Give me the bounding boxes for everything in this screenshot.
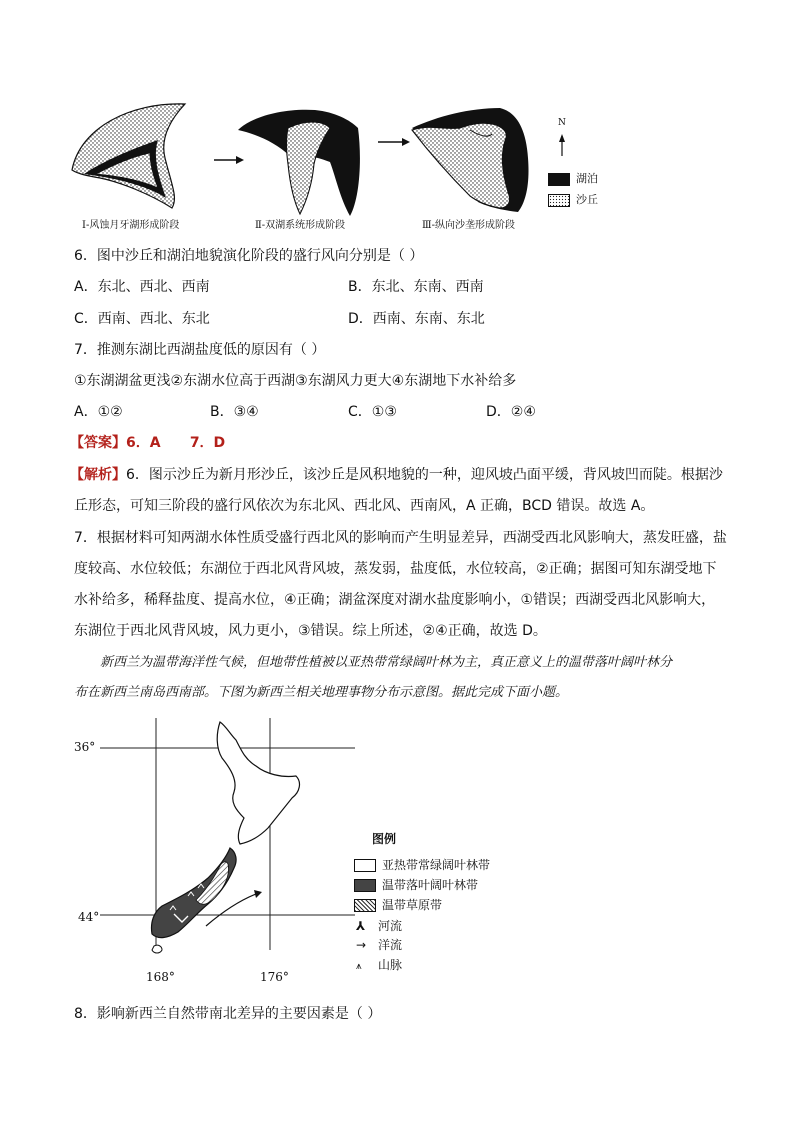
analysis-line-1 bbox=[70, 465, 723, 485]
q7-statements: ①东湖湖盆更浅②东湖水位高于西湖③东湖风力更大④东湖地下水补给多 bbox=[74, 373, 517, 389]
answer-label: 【答案】 bbox=[70, 435, 126, 451]
passage-line-2: 布在新西兰南岛西南部。下图为新西兰相关地理事物分布示意图。据此完成下面小题。 bbox=[74, 685, 569, 700]
map-legend-mountain bbox=[356, 956, 402, 973]
lake-swatch bbox=[548, 173, 570, 186]
deciduous-swatch bbox=[354, 879, 376, 892]
map-legend-deciduous-label: 温带落叶阔叶林带 bbox=[382, 878, 479, 892]
lat-44-label: 44° bbox=[78, 910, 100, 924]
arrow-right-icon: → bbox=[356, 938, 367, 952]
caption-stage-3: Ⅲ-纵向沙垄形成阶段 bbox=[422, 220, 516, 231]
answer-text: 6．A 7．D bbox=[126, 435, 226, 451]
legend-lake bbox=[548, 170, 598, 186]
q7-option-d: D．②④ bbox=[486, 404, 536, 420]
q6-option-c: C．西南、西北、东北 bbox=[74, 311, 210, 327]
q7-stem: 7．推测东湖比西湖盐度低的原因有（ ） bbox=[74, 342, 326, 358]
q6-stem: 6．图中沙丘和湖泊地貌演化阶段的盛行风向分别是（ ） bbox=[74, 248, 424, 264]
q8-stem: 8．影响新西兰自然带南北差异的主要因素是（ ） bbox=[74, 1006, 382, 1022]
map-legend-deciduous bbox=[354, 876, 478, 893]
map-legend-river-label: 河流 bbox=[378, 919, 403, 933]
map-legend-mountain-label: 山脉 bbox=[378, 958, 403, 972]
north-label: N bbox=[558, 118, 566, 128]
q6-option-d: D．西南、东南、东北 bbox=[348, 311, 485, 327]
q6-option-a: A．东北、西北、西南 bbox=[74, 279, 210, 295]
map-legend-current-label: 洋流 bbox=[378, 938, 403, 952]
south-island-temperate-deciduous bbox=[151, 848, 236, 938]
map-legend-subtropical bbox=[354, 856, 490, 873]
mountain-icon: ⩚ bbox=[356, 961, 362, 972]
dune-swatch bbox=[548, 194, 570, 207]
analysis-q7-line-1: 7．根据材料可知两湖水体性质受盛行西北风的影响而产生明显差异，西湖受西北风影响大，蒸发旺盛，盐 bbox=[74, 530, 727, 546]
analysis-line-2: 丘形态，可知三阶段的盛行风依次为东北风、西北风、西南风，A 正确，BCD 错误。故选 A。 bbox=[74, 498, 655, 514]
grassland-swatch bbox=[354, 899, 376, 912]
stewart-island bbox=[152, 945, 162, 953]
passage-line-1: 新西兰为温带海洋性气候，但地带性植被以亚热带常绿阔叶林为主，真正意义上的温带落叶阔叶林分 bbox=[100, 655, 673, 670]
map-legend-grassland-label: 温带草原带 bbox=[382, 898, 443, 912]
subtropical-swatch bbox=[354, 859, 376, 872]
map-legend-title: 图例 bbox=[372, 832, 397, 846]
caption-stage-2: Ⅱ-双湖系统形成阶段 bbox=[255, 220, 346, 231]
q7-option-b: B．③④ bbox=[210, 404, 259, 420]
new-zealand-map bbox=[70, 718, 370, 968]
map-legend-grassland bbox=[354, 896, 442, 913]
arrow-2 bbox=[378, 138, 410, 146]
q6-option-b: B．东北、东南、西南 bbox=[348, 279, 484, 295]
stage-1-diagram bbox=[72, 104, 185, 208]
arrow-1 bbox=[214, 156, 244, 164]
analysis-q7-line-3: 水补给多，稀释盐度、提高水位，④正确；湖盆深度对湖水盐度影响小，①错误；西湖受西北风影响大， bbox=[74, 592, 716, 608]
q7-option-a: A．①② bbox=[74, 404, 123, 420]
answer-line bbox=[70, 433, 225, 453]
analysis-q6-text-1: 6．图示沙丘为新月形沙丘，该沙丘是风积地貌的一种，迎风坡凸面平缓，背风坡凹而陡。根据沙 bbox=[126, 467, 723, 483]
analysis-label: 【解析】 bbox=[70, 467, 126, 483]
lat-36-label: 36° bbox=[74, 740, 96, 754]
analysis-q7-line-4: 东湖位于西北风背风坡，风力更小，③错误。综上所述，②④正确，故选 D。 bbox=[74, 623, 547, 639]
river-legend-icon: ⅄ bbox=[356, 919, 366, 933]
analysis-q7-line-2: 度较高、水位较低；东湖位于西北风背风坡，蒸发弱，盐度低，水位较高，②正确；据图可知东湖受地下 bbox=[74, 561, 717, 577]
map-legend-subtropical-label: 亚热带常绿阔叶林带 bbox=[382, 858, 491, 872]
legend-dune bbox=[548, 191, 598, 207]
stage-2-diagram bbox=[238, 110, 360, 216]
north-arrow-icon bbox=[559, 134, 565, 156]
lon-168-label: 168° bbox=[146, 970, 175, 984]
map-legend-current bbox=[356, 936, 402, 953]
stage-3-diagram bbox=[412, 108, 529, 212]
legend-lake-label: 湖泊 bbox=[576, 172, 598, 185]
north-island bbox=[217, 722, 299, 844]
q7-option-c: C．①③ bbox=[348, 404, 397, 420]
caption-stage-1: Ⅰ-风蚀月牙湖形成阶段 bbox=[82, 220, 180, 231]
legend-dune-label: 沙丘 bbox=[576, 193, 598, 206]
map-legend-river bbox=[356, 917, 402, 934]
lon-176-label: 176° bbox=[260, 970, 289, 984]
